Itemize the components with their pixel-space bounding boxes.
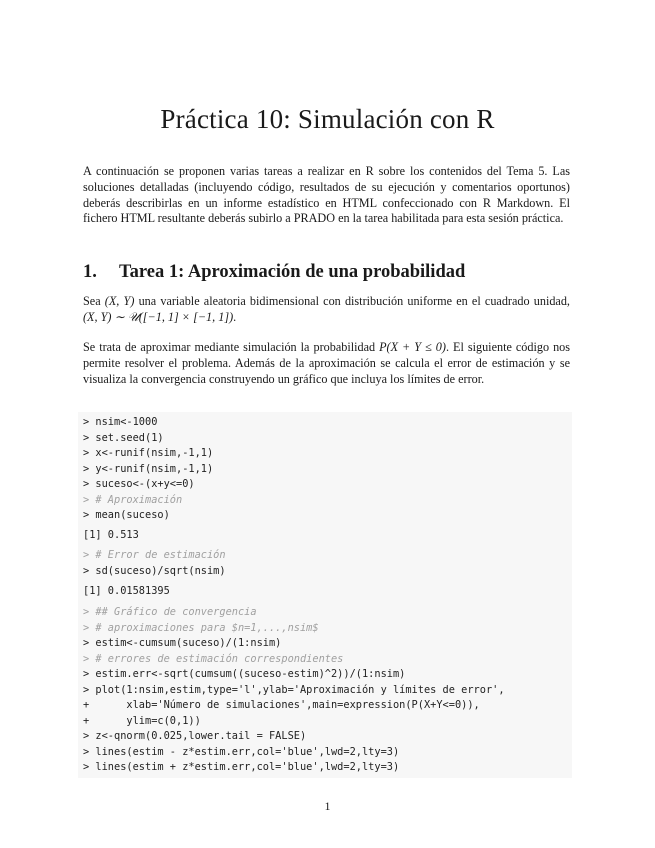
page-number: 1	[324, 799, 331, 813]
para2-text-b: . El siguiente código nos permite resolver el problema. Además de la aproximación se calcula el error de estimación y se visualiza la convergencia construyendo un gráfico que incluya los límites de error.	[83, 340, 570, 386]
section-heading	[83, 262, 465, 283]
paragraph-task	[83, 340, 570, 387]
section-title: Tarea 1: Aproximación de una probabilidad	[119, 262, 466, 282]
math-uniform: (X, Y) ∼ 𝒰([−1, 1] × [−1, 1])	[83, 309, 234, 324]
code-line: > lines(estim - z*estim.err,col='blue',lwd=2,lty=3)	[83, 745, 400, 758]
code-line: > y<-runif(nsim,-1,1)	[83, 462, 214, 475]
code-output: [1] 0.513	[83, 529, 139, 541]
code-comment: > # aproximaciones para $n=1,...,nsim$	[83, 621, 319, 634]
code-line: > suceso<-(x+y<=0)	[83, 478, 195, 490]
paragraph-distribution	[83, 294, 570, 326]
para1-text-a: Sea	[83, 294, 105, 308]
intro-paragraph: A continuación se proponen varias tareas a realizar en R sobre los contenidos del Tema 5. Las soluciones detalladas (incluyendo código, resultados de su ejecución y comentarios oportunos) deberás describirlas en un informe estadístico en HTML confeccionado con R Markdown. El fichero HTML resultante deberás subirlo a PRADO en la tarea habilitada para esta sesión práctica.	[83, 164, 570, 226]
code-line: + ylim=c(0,1))	[83, 714, 201, 727]
code-line: > set.seed(1)	[83, 431, 164, 444]
code-line: > estim.err<-sqrt(cumsum((suceso-estim)^2))/(1:nsim)	[83, 668, 406, 680]
code-comment: > # errores de estimación correspondientes	[83, 652, 344, 665]
math-probability: P(X + Y ≤ 0)	[379, 340, 446, 354]
section-number: 1.	[83, 262, 97, 282]
code-block	[78, 412, 572, 778]
code-line: > sd(suceso)/sqrt(nsim)	[83, 564, 226, 577]
code-line: > mean(suceso)	[83, 509, 170, 521]
code-comment: > # Error de estimación	[83, 549, 226, 561]
para2-text-a: Se trata de aproximar mediante simulación la probabilidad	[83, 340, 380, 354]
page-title: Práctica 10: Simulación con R	[160, 104, 495, 134]
code-line: > lines(estim + z*estim.err,col='blue',lwd=2,lty=3)	[83, 761, 400, 773]
para1-text-b: una variable aleatoria bidimensional con distribución uniforme en el cuadrado unidad,	[134, 294, 570, 308]
code-line: > x<-runif(nsim,-1,1)	[83, 447, 214, 459]
code-line: > plot(1:nsim,estim,type='l',ylab='Aproximación y límites de error',	[83, 683, 505, 696]
code-line: > nsim<-1000	[83, 416, 158, 428]
code-comment: > ## Gráfico de convergencia	[83, 606, 257, 618]
code-line: + xlab='Número de simulaciones',main=expression(P(X+Y<=0)),	[83, 699, 480, 711]
math-xy: (X, Y)	[104, 294, 135, 308]
code-output: [1] 0.01581395	[83, 585, 170, 597]
code-line: > z<-qnorm(0.025,lower.tail = FALSE)	[83, 730, 307, 742]
para1-text-c: .	[233, 309, 237, 324]
code-comment: > # Aproximación	[83, 493, 183, 506]
code-line: > estim<-cumsum(suceso)/(1:nsim)	[83, 637, 282, 649]
